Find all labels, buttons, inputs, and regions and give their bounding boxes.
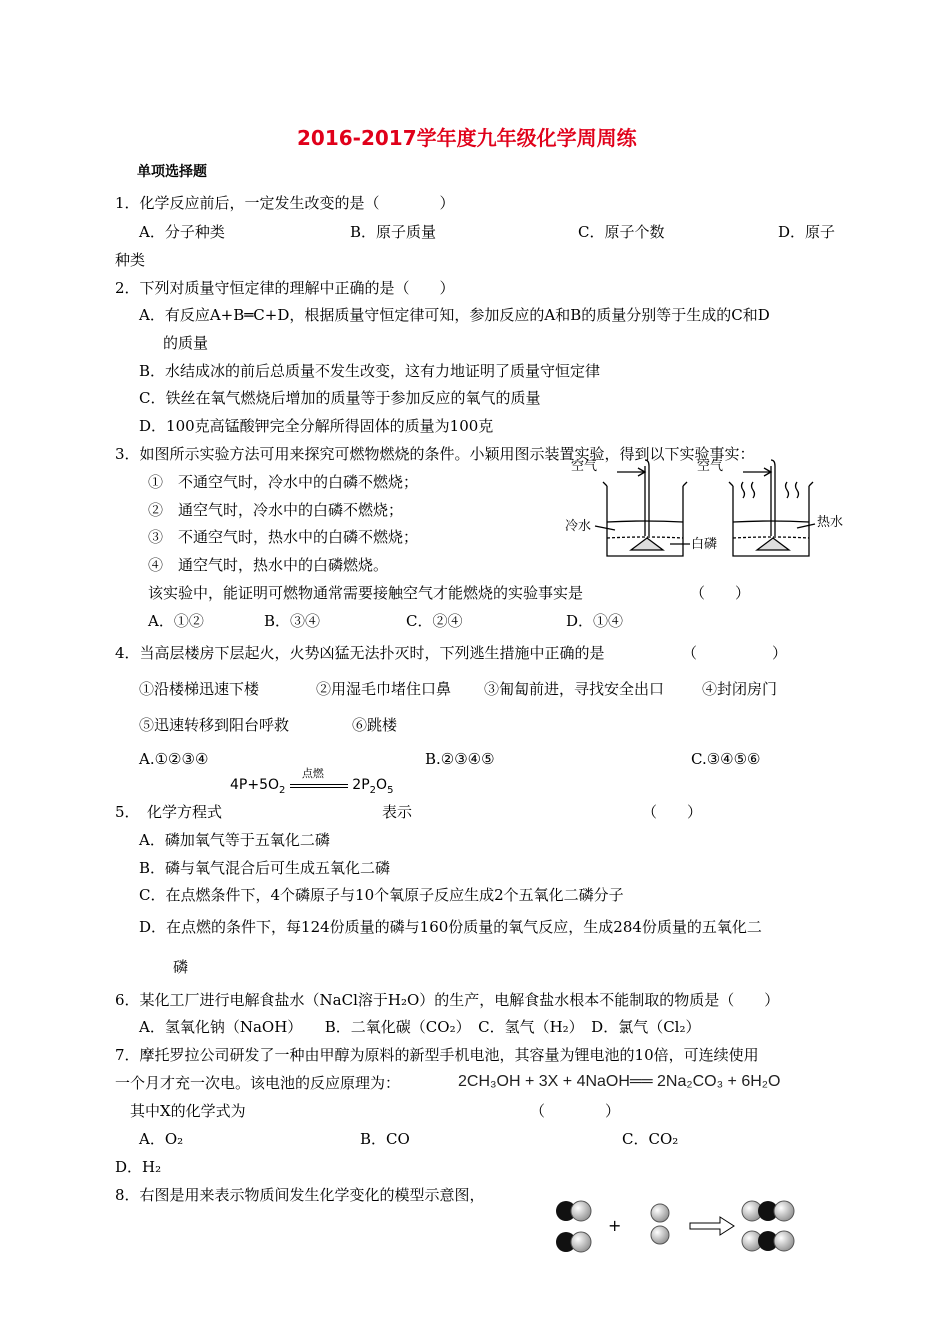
q5-eq-arrow <box>290 767 348 792</box>
q5-stem: 5． 化学方程式 <box>115 803 223 821</box>
q4-option-3: ③匍匐前进，寻找安全出口 <box>484 680 665 698</box>
q7-answer-paren: （ ） <box>530 1102 621 1120</box>
q5-eq-left: 4P+5O <box>230 777 280 793</box>
q1-option-b: B．原子质量 <box>350 223 437 241</box>
q1-option-c: C．原子个数 <box>578 223 665 241</box>
q2-option-d: D．100克高锰酸钾完全分解所得固体的质量为100克 <box>139 417 494 435</box>
q5-option-c: C．在点燃条件下，4个磷原子与10个氧原子反应生成2个五氧化二磷分子 <box>139 886 624 904</box>
q5-stem-mid: 表示 <box>382 803 413 821</box>
q3-option-b: B．③④ <box>264 612 321 630</box>
q4-option-6: ⑥跳楼 <box>352 716 398 734</box>
q5-eq-sub-o5: 5 <box>387 784 394 796</box>
q3-fact-1: ① 不通空气时，冷水中的白磷不燃烧； <box>148 473 419 491</box>
reaction-arrow-icon <box>690 1217 734 1235</box>
q7-equation: 2CH₃OH + 3X + 4NaOH══ 2Na₂CO₃ + 6H₂O <box>458 1073 781 1090</box>
q1-stem: 1．化学反应前后，一定发生改变的是（ ） <box>115 194 455 212</box>
q5-eq-right: 2P <box>352 777 370 793</box>
q7-option-d: D．H₂ <box>115 1158 162 1176</box>
grey-atom <box>651 1204 669 1222</box>
q5-eq-sub-p2: 2 <box>369 784 377 796</box>
q2-option-a: A．有反应A+B═C+D，根据质量守恒定律可知，参加反应的A和B的质量分别等于生成的C和D <box>139 306 770 324</box>
grey-atom <box>774 1231 794 1251</box>
q4-option-1: ①沿楼梯迅速下楼 <box>139 680 260 698</box>
q5-option-b: B．磷与氧气混合后可生成五氧化二磷 <box>139 859 391 877</box>
fig-label-hot-water: 热水 <box>817 515 844 530</box>
q5-eq-condition: 点燃 <box>301 767 324 780</box>
q3-fact-3: ③ 不通空气时，热水中的白磷不燃烧； <box>148 528 419 546</box>
molecule-model-figure <box>550 1195 810 1260</box>
fig-label-cold-water: 冷水 <box>565 519 592 534</box>
grey-atom <box>651 1226 669 1244</box>
q7-option-c: C．CO₂ <box>622 1130 679 1148</box>
q2-option-a-wrap: 的质量 <box>163 334 209 352</box>
q2-stem: 2．下列对质量守恒定律的理解中正确的是（ ） <box>115 279 455 297</box>
q3-fact-2: ② 通空气时，冷水中的白磷不燃烧； <box>148 501 404 519</box>
q3-answer-paren: （ ） <box>690 584 751 602</box>
q3-fact-4: ④ 通空气时，热水中的白磷燃烧。 <box>148 556 389 574</box>
page-title: 2016-2017学年度九年级化学周周练 <box>297 126 637 150</box>
q7-stem-line2: 一个月才充一次电。该电池的反应原理为： <box>115 1074 401 1092</box>
q7-question: 其中X的化学式为 <box>130 1102 246 1120</box>
q4-choice-c: C.③④⑤⑥ <box>691 750 761 768</box>
q7-option-a: A．O₂ <box>139 1130 184 1148</box>
q2-option-c: C．铁丝在氧气燃烧后增加的质量等于参加反应的氧气的质量 <box>139 389 541 407</box>
plus-sign: + <box>608 1216 622 1235</box>
q1-option-a: A．分子种类 <box>139 223 225 241</box>
q3-stem: 3．如图所示实验方法可用来探究可燃物燃烧的条件。小颖用图示装置实验，得到以下实验事实： <box>115 445 755 463</box>
q4-option-4: ④封闭房门 <box>702 680 778 698</box>
q4-answer-paren: （ ） <box>682 644 788 662</box>
q6-options: A．氢氧化钠（NaOH） B．二氧化碳（CO₂） C．氢气（H₂） D．氯气（Cl₂） <box>139 1018 701 1036</box>
q5-eq-sub-o2: 2 <box>279 784 286 796</box>
q5-answer-paren: （ ） <box>642 803 703 821</box>
q7-option-b: B．CO <box>360 1130 410 1148</box>
q3-option-c: C．②④ <box>406 612 463 630</box>
q4-stem: 4．当高层楼房下层起火，火势凶猛无法扑灭时，下列逃生措施中正确的是 <box>115 644 605 662</box>
q1-option-d: D．原子 <box>778 223 836 241</box>
beaker-experiment-figure <box>565 458 845 563</box>
q3-option-a: A．①② <box>148 612 204 630</box>
fig-label-white-phosphorus: 白磷 <box>691 537 718 552</box>
fig-label-air-2: 空气 <box>697 459 724 474</box>
q2-option-b: B．水结成冰的前后总质量不发生改变，这有力地证明了质量守恒定律 <box>139 362 601 380</box>
q5-option-a: A．磷加氧气等于五氧化二磷 <box>139 831 330 849</box>
q4-choice-b: B.②③④⑤ <box>425 750 495 768</box>
grey-atom <box>571 1201 591 1221</box>
grey-atom <box>774 1201 794 1221</box>
q8-stem: 8．右图是用来表示物质间发生化学变化的模型示意图， <box>115 1186 485 1204</box>
q4-choice-a: A.①②③④ <box>139 750 209 768</box>
grey-atom <box>571 1232 591 1252</box>
q5-option-d: D．在点燃的条件下，每124份质量的磷与160份质量的氧气反应，生成284份质量的五氧化二 <box>139 918 762 936</box>
q6-stem: 6．某化工厂进行电解食盐水（NaCl溶于H₂O）的生产，电解食盐水根本不能制取的物质是（ ） <box>115 991 780 1009</box>
q5-option-d-wrap: 磷 <box>173 958 189 976</box>
q4-option-5: ⑤迅速转移到阳台呼救 <box>139 716 290 734</box>
section-heading: 单项选择题 <box>137 164 207 180</box>
q1-option-d-wrap: 种类 <box>115 251 146 269</box>
fig-label-air-1: 空气 <box>571 459 598 474</box>
q3-question: 该实验中，能证明可燃物通常需要接触空气才能燃烧的实验事实是 <box>148 584 584 602</box>
q5-equation: $4P+5O_2$ 点燃 $2P_2O_5$ <box>230 767 394 796</box>
q3-option-d: D．①④ <box>566 612 624 630</box>
q4-option-2: ②用湿毛巾堵住口鼻 <box>316 680 452 698</box>
q7-stem: 7．摩托罗拉公司研发了一种由甲醇为原料的新型手机电池，其容量为锂电池的10倍，可连续使用 <box>115 1046 759 1064</box>
